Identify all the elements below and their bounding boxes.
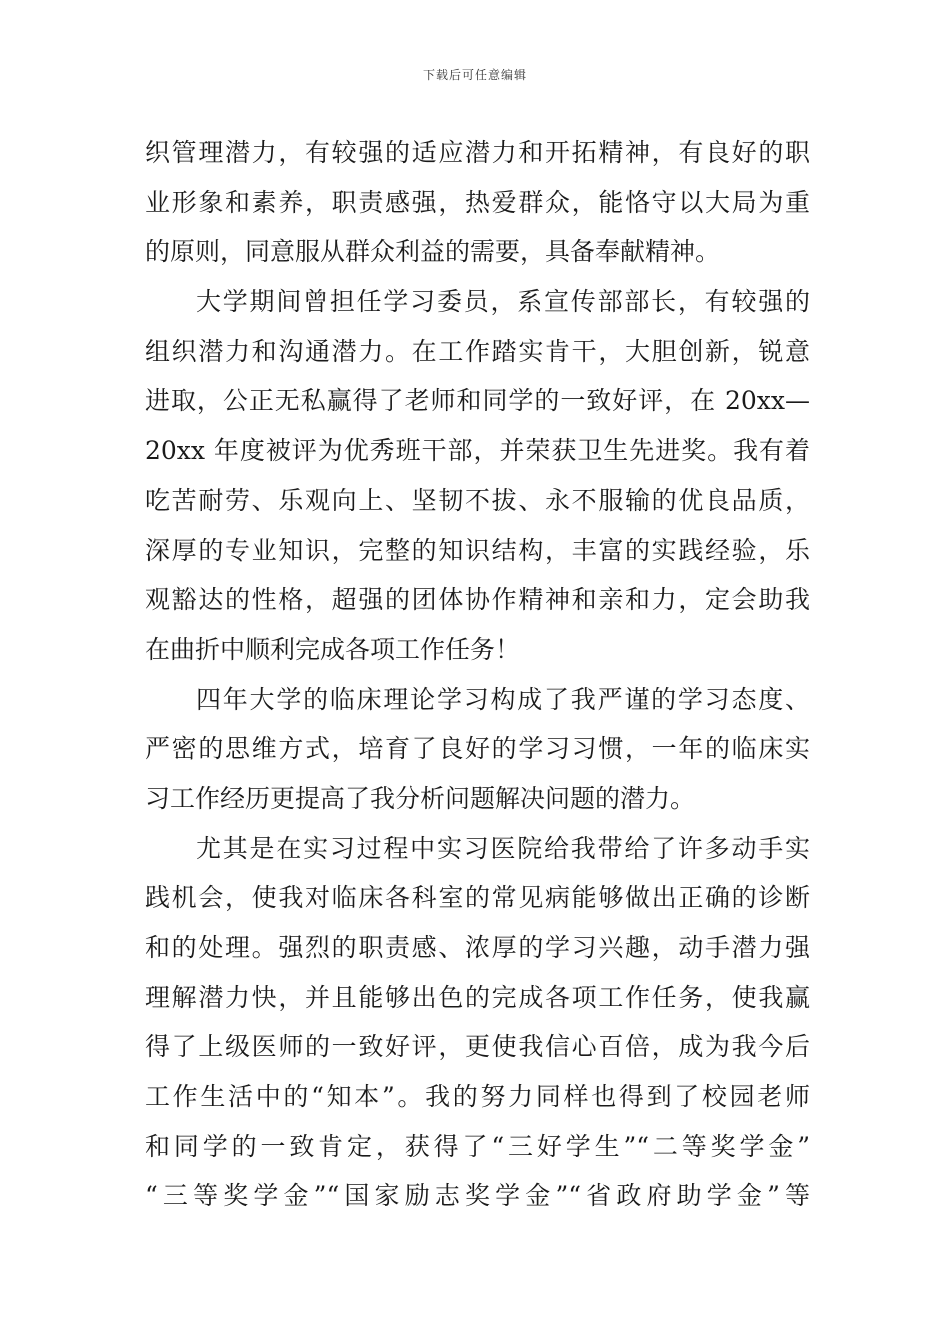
text-line: 在曲折中顺利完成各项工作任务！ — [145, 634, 521, 664]
text-line: 严密的思维方式，培育了良好的学习习惯，一年的临床实 — [145, 734, 810, 764]
text-line: 织管理潜力，有较强的适应潜力和开拓精神，有良好的职 — [145, 138, 810, 167]
text-line: 观豁达的性格，超强的团体协作精神和亲和力，定会助我 — [145, 585, 810, 615]
text-line: 大学期间曾担任学习委员，系宣传部部长，有较强的 — [196, 287, 810, 317]
text-line: 吃苦耐劳、乐观向上、坚韧不拔、永不服输的优良品质， — [145, 485, 810, 515]
text-line: 组织潜力和沟通潜力。在工作踏实肯干，大胆创新，锐意 — [145, 336, 810, 366]
text-line: 进取，公正无私赢得了老师和同学的一致好评，在 20xx— — [145, 386, 810, 416]
text-line: 业形象和素养，职责感强，热爱群众，能恪守以大局为重 — [145, 187, 810, 217]
text-line: “三等奖学金”“国家励志奖学金”“省政府助学金”等 — [145, 1181, 810, 1211]
text-line: 四年大学的临床理论学习构成了我严谨的学习态度、 — [196, 684, 810, 714]
text-line: 工作生活中的“知本”。我的努力同样也得到了校园老师 — [145, 1082, 810, 1112]
text-line: 和的处理。强烈的职责感、浓厚的学习兴趣，动手潜力强 — [145, 933, 810, 962]
text-line: 深厚的专业知识，完整的知识结构，丰富的实践经验，乐 — [145, 535, 810, 565]
text-line: 得了上级医师的一致好评，更使我信心百倍，成为我今后 — [145, 1032, 810, 1062]
text-line: 的原则，同意服从群众利益的需要，具备奉献精神。 — [145, 237, 721, 267]
text-line: 习工作经历更提高了我分析问题解决问题的潜力。 — [145, 783, 696, 813]
text-line: 20xx 年度被评为优秀班干部，并荣获卫生先进奖。我有着 — [145, 436, 810, 466]
document-body — [145, 128, 810, 1221]
text-line: 理解潜力快，并且能够出色的完成各项工作任务，使我赢 — [145, 982, 810, 1012]
text-line: 和同学的一致肯定，获得了“三好学生”“二等奖学金” — [145, 1131, 810, 1161]
text-line: 尤其是在实习过程中实习医院给我带给了许多动手实 — [196, 833, 810, 863]
text-line: 践机会，使我对临床各科室的常见病能够做出正确的诊断 — [145, 883, 810, 913]
page-header-note: 下载后可任意编辑 — [422, 68, 527, 82]
